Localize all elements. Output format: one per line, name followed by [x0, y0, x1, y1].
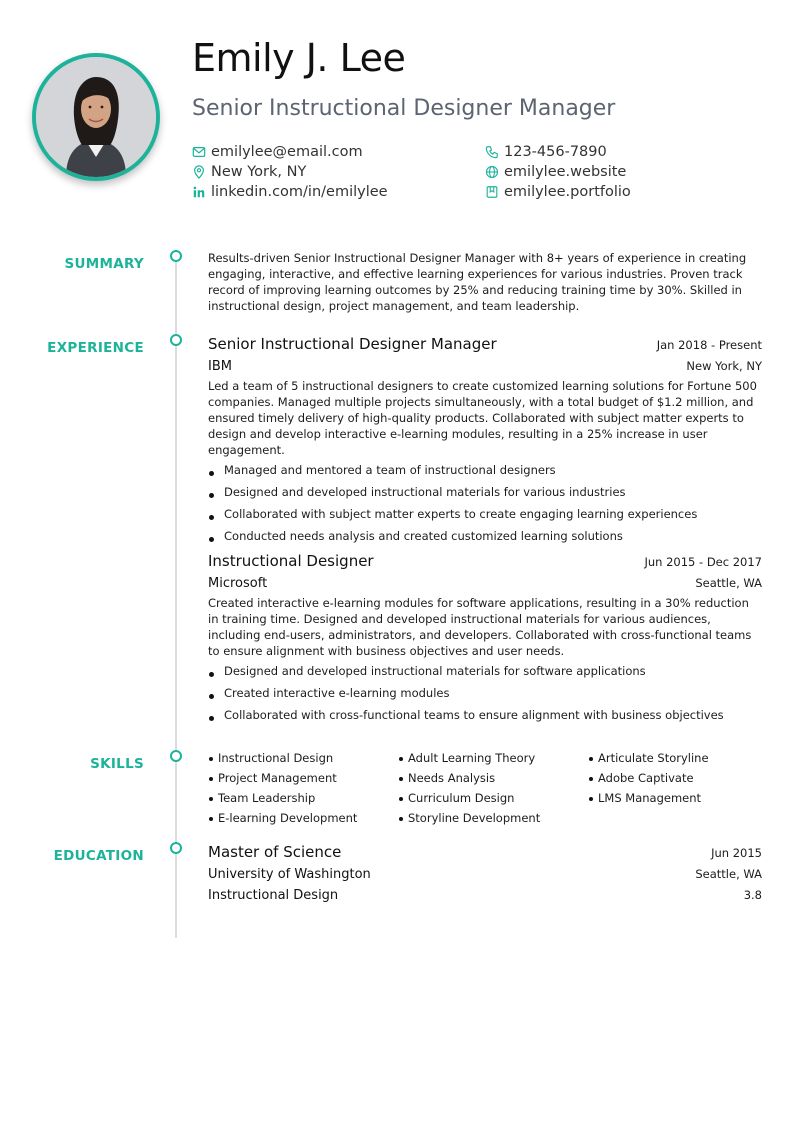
location-pin-icon	[192, 165, 206, 179]
skill-item: Curriculum Design	[398, 790, 588, 806]
portfolio-icon	[485, 185, 499, 199]
linkedin-text: linkedin.com/in/emilylee	[211, 184, 388, 200]
job-title: Instructional Designer	[208, 552, 374, 570]
list-item: Created interactive e-learning modules	[208, 685, 762, 701]
contact-phone[interactable]	[485, 142, 607, 162]
job-description: Created interactive e-learning modules for software applications, resulting in a 30% reduction in training time. Designed and developed instructional materials for various audiences, including end-users, administrators, and developers. Collaborated with cross-functional teams to ensure alignment with business objectives and user needs.	[208, 596, 752, 658]
job-title: Senior Instructional Designer Manager	[208, 335, 497, 353]
contact-info	[192, 142, 662, 206]
skill-item: Articulate Storyline	[588, 750, 762, 766]
field-of-study: Instructional Design	[208, 888, 339, 903]
list-item: Designed and developed instructional materials for software applications	[208, 663, 762, 679]
skill-item: E-learning Development	[208, 810, 398, 826]
skill-item: Needs Analysis	[398, 770, 588, 786]
list-item: Collaborated with subject matter experts to create engaging learning experiences	[208, 506, 762, 522]
list-item: Managed and mentored a team of instructional designers	[208, 462, 762, 478]
skill-item: Team Leadership	[208, 790, 398, 806]
education-heading: EDUCATION	[53, 848, 144, 864]
website-text: emilylee.website	[504, 164, 627, 180]
skills-heading: SKILLS	[90, 756, 144, 772]
school-name: University of Washington	[208, 867, 371, 882]
contact-linkedin[interactable]	[192, 182, 388, 202]
person-portrait-icon	[36, 57, 156, 177]
job-bullets	[208, 663, 762, 723]
contact-email[interactable]	[192, 142, 363, 162]
job-location: New York, NY	[686, 359, 762, 373]
experience-heading: EXPERIENCE	[47, 340, 144, 356]
skills-marker-icon	[170, 750, 182, 762]
summary-section	[208, 250, 762, 314]
summary-text: Results-driven Senior Instructional Designer Manager with 8+ years of experience in creating engaging, interactive, and effective learning experiences for various industries. Proven track record of improving learning outcomes by 25% and reducing training time by 30%. Skilled in instructional design, project management, and team leadership.	[208, 251, 747, 313]
skill-item: Instructional Design	[208, 750, 398, 766]
degree-name: Master of Science	[208, 843, 342, 861]
globe-icon	[485, 165, 499, 179]
linkedin-icon	[192, 185, 206, 199]
skill-item: Project Management	[208, 770, 398, 786]
company-name: Microsoft	[208, 576, 268, 591]
experience-marker-icon	[170, 334, 182, 346]
list-item: Collaborated with cross-functional teams to ensure alignment with business objectives	[208, 707, 762, 723]
experience-item	[208, 335, 762, 550]
summary-heading: SUMMARY	[64, 256, 144, 272]
experience-item	[208, 552, 762, 729]
phone-text: 123-456-7890	[504, 144, 607, 160]
list-item: Conducted needs analysis and created customized learning solutions	[208, 528, 762, 544]
contact-website[interactable]	[485, 162, 626, 182]
summary-marker-icon	[170, 250, 182, 262]
contact-portfolio[interactable]	[485, 182, 631, 202]
profile-photo	[32, 53, 160, 181]
list-item: Designed and developed instructional materials for various industries	[208, 484, 762, 500]
job-bullets	[208, 462, 762, 544]
job-dates: Jun 2015 - Dec 2017	[644, 555, 762, 569]
school-location: Seattle, WA	[695, 867, 762, 881]
job-dates: Jan 2018 - Present	[656, 338, 762, 352]
mail-icon	[192, 145, 206, 159]
skills-grid	[208, 750, 762, 826]
graduation-date: Jun 2015	[711, 846, 762, 860]
email-text: emilylee@email.com	[211, 144, 363, 160]
job-location: Seattle, WA	[695, 576, 762, 590]
education-marker-icon	[170, 842, 182, 854]
job-description: Led a team of 5 instructional designers to create customized learning solutions for Fortune 500 companies. Managed multiple projects simultaneously, with a total budget of $1.2 million, and ensured timely delivery of high-quality products. Collaborated with subject matter experts to design and develop interactive e-learning modules, resulting in a 25% increase in user engagement.	[208, 379, 757, 457]
skill-item: Adobe Captivate	[588, 770, 762, 786]
timeline-line	[175, 262, 177, 938]
candidate-name: Emily J. Lee	[192, 36, 406, 80]
candidate-title: Senior Instructional Designer Manager	[192, 96, 616, 121]
portfolio-text: emilylee.portfolio	[504, 184, 631, 200]
company-name: IBM	[208, 359, 232, 374]
location-text: New York, NY	[211, 164, 307, 180]
contact-location	[192, 162, 306, 182]
education-item	[208, 843, 762, 903]
skill-item: Adult Learning Theory	[398, 750, 588, 766]
phone-icon	[485, 145, 499, 159]
skill-item: Storyline Development	[398, 810, 588, 826]
gpa-value: 3.8	[743, 888, 762, 902]
skill-item: LMS Management	[588, 790, 762, 806]
